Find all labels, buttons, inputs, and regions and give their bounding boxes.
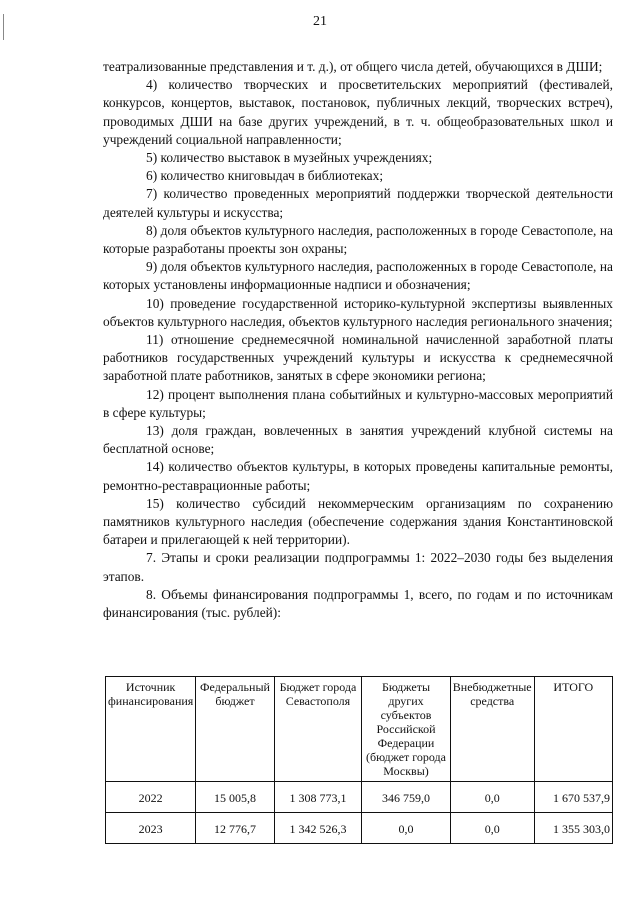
table-header-row bbox=[106, 677, 613, 782]
table-cell-extrabudgetary: 0,0 bbox=[450, 813, 534, 844]
table-header-other-subjects: Бюджеты других субъектов Российской Федерации (бюджет города Москвы) bbox=[362, 677, 451, 782]
table-cell-federal: 12 776,7 bbox=[196, 813, 274, 844]
table-row bbox=[106, 813, 613, 844]
section-7-stages: 7. Этапы и сроки реализации подпрограммы 1: 2022–2030 годы без выделения этапов. bbox=[103, 550, 613, 584]
list-item-9: 9) доля объектов культурного наследия, расположенных в городе Севастополе, на которых установлены информационные надписи и обозначения; bbox=[103, 259, 613, 293]
table-cell-year: 2022 bbox=[106, 782, 196, 813]
section-8-funding: 8. Объемы финансирования подпрограммы 1, всего, по годам и по источникам финансирования (тыс. рублей): bbox=[103, 586, 613, 621]
page-number: 21 bbox=[313, 14, 327, 29]
table-cell-extrabudgetary: 0,0 bbox=[450, 782, 534, 813]
list-item-12: 12) процент выполнения плана событийных и культурно-массовых мероприятий в сфере культуры; bbox=[103, 386, 613, 420]
list-item-14: 14) количество объектов культуры, в которых проведены капитальные ремонты, ремонтно-реставрационные работы; bbox=[103, 459, 613, 493]
table-cell-other-subjects: 346 759,0 bbox=[362, 782, 451, 813]
table-cell-total: 1 355 303,0 bbox=[534, 813, 612, 844]
table-header-extrabudgetary: Внебюджетные средства bbox=[450, 677, 534, 782]
table-header-total: ИТОГО bbox=[534, 677, 612, 782]
list-item-7: 7) количество проведенных мероприятий поддержки творческой деятельности деятелей культуры и искусства; bbox=[103, 186, 613, 220]
list-item-4: 4) количество творческих и просветительских мероприятий (фестивалей, конкурсов, концертов, выставок, постановок, публичных лекций, творческих встреч), проводимых ДШИ на базе других учреждений, в т. ч. общеобразовательных школ и учреждений социальной направленности; bbox=[103, 77, 613, 147]
list-item-10: 10) проведение государственной историко-культурной экспертизы выявленных объектов культурного наследия, объектов культурного наследия регионального значения; bbox=[103, 295, 613, 329]
table-row bbox=[106, 782, 613, 813]
list-item-11: 11) отношение среднемесячной номинальной начисленной заработной платы работников государственных учреждений культуры и искусства к среднемесячной заработной плате работников, занятых в сфере экономики региона; bbox=[103, 332, 613, 384]
table-header-source: Источник финансирования bbox=[106, 677, 196, 782]
document-body bbox=[103, 58, 613, 622]
table-header-federal: Федеральный бюджет bbox=[196, 677, 274, 782]
table-cell-year: 2023 bbox=[106, 813, 196, 844]
list-item-8: 8) доля объектов культурного наследия, расположенных в городе Севастополе, на которые разработаны проекты зон охраны; bbox=[103, 222, 613, 257]
list-item-15: 15) количество субсидий некоммерческим организациям по сохранению памятников культурного наследия (обеспечение содержания здания Константиновской батареи и прилегающей к ней территории). bbox=[103, 495, 613, 548]
table-cell-federal: 15 005,8 bbox=[196, 782, 274, 813]
funding-table bbox=[105, 676, 613, 844]
table-cell-sevastopol: 1 342 526,3 bbox=[274, 813, 362, 844]
paragraph-continuation: театрализованные представления и т. д.), от общего числа детей, обучающихся в ДШИ; bbox=[103, 59, 603, 74]
list-item-5: 5) количество выставок в музейных учреждениях; bbox=[146, 150, 433, 166]
table-cell-total: 1 670 537,9 bbox=[534, 782, 612, 813]
table-cell-other-subjects: 0,0 bbox=[362, 813, 451, 844]
table-cell-sevastopol: 1 308 773,1 bbox=[274, 782, 362, 813]
table-header-sevastopol: Бюджет города Севастополя bbox=[274, 677, 362, 782]
list-item-6: 6) количество книговыдач в библиотеках; bbox=[146, 168, 384, 184]
list-item-13: 13) доля граждан, вовлеченных в занятия учреждений клубной системы на бесплатной основе; bbox=[103, 423, 613, 457]
